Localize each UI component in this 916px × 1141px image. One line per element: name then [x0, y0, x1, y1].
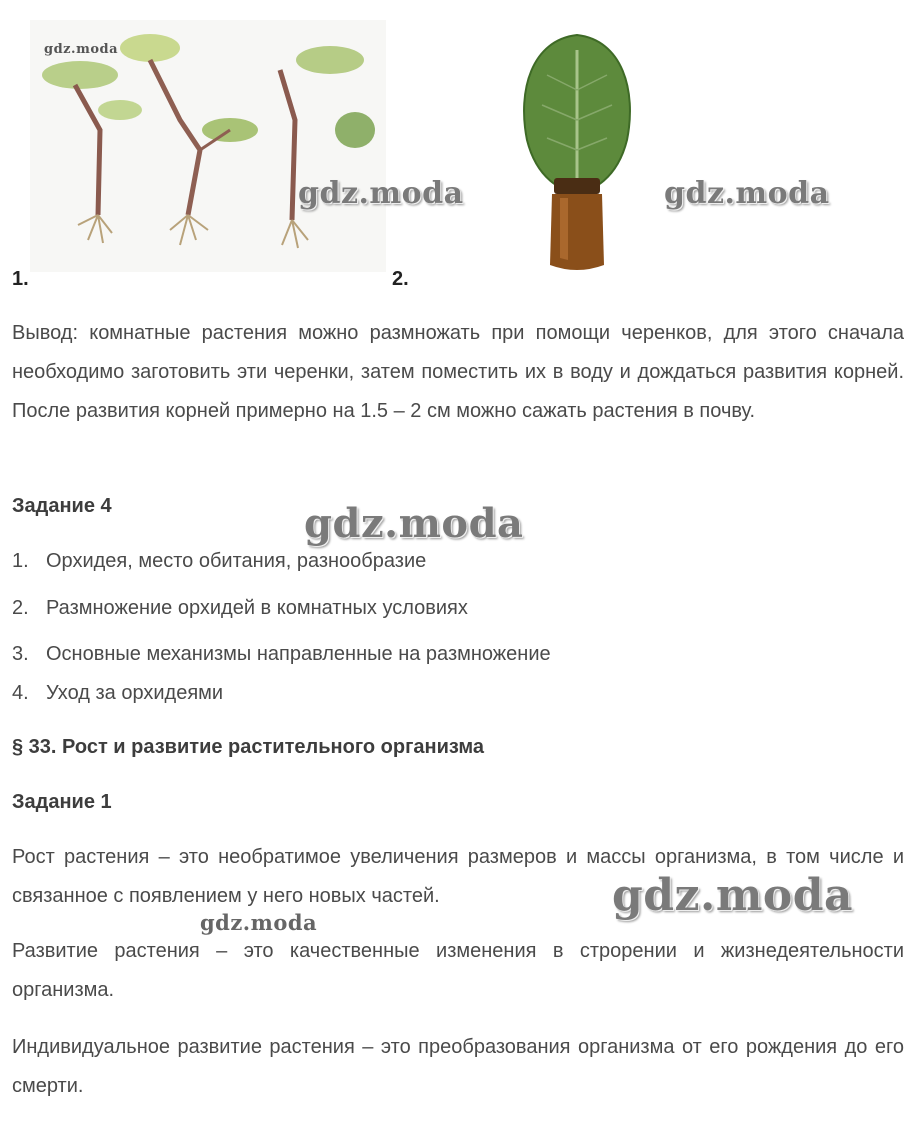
figure-2-label: 2. — [392, 268, 409, 290]
watermark-growth: gdz.moda — [612, 870, 854, 921]
conclusion-paragraph: Вывод: комнатные растения можно размножать при помощи черенков, для этого сначала необходимо заготовить эти черенки, затем поместить их в воду и дождаться развития корней. После развития корней примерно на 1.5 – 2 см можно сажать растения в почву. — [12, 322, 904, 422]
growth-paragraph: Рост растения – это необратимое увеличения размеров и массы организма, в том числе и связанное с появлением у него новых частей. — [12, 846, 904, 907]
leaf-in-bottle-photo — [512, 30, 642, 280]
watermark-task4: gdz.moda — [304, 500, 524, 547]
section-heading: § 33. Рост и развитие растительного организма — [12, 736, 485, 758]
list-item: 2. Размножение орхидей в комнатных условиях — [12, 597, 468, 619]
task1-heading: Задание 1 — [12, 791, 112, 813]
figure-1-small-watermark: gdz.moda — [44, 42, 119, 57]
figure-1-label: 1. — [12, 268, 29, 290]
list-item: 3. Основные механизмы направленные на размножение — [12, 643, 551, 665]
figure-2-watermark: gdz.moda — [664, 176, 830, 211]
figure-1-watermark: gdz.moda — [298, 176, 464, 211]
individual-development-paragraph: Индивидуальное развитие растения – это преобразования организма от его рождения до его смерти. — [12, 1036, 904, 1097]
watermark-small-growth: gdz.moda — [200, 910, 318, 935]
list-item: 4. Уход за орхидеями — [12, 682, 224, 704]
cuttings-photo — [30, 20, 386, 272]
list-item: 1. Орхидея, место обитания, разнообразие — [12, 550, 427, 572]
task4-heading: Задание 4 — [12, 495, 112, 517]
development-paragraph: Развитие растения – это качественные изменения в строрении и жизнедеятельности организма. — [12, 940, 904, 1001]
